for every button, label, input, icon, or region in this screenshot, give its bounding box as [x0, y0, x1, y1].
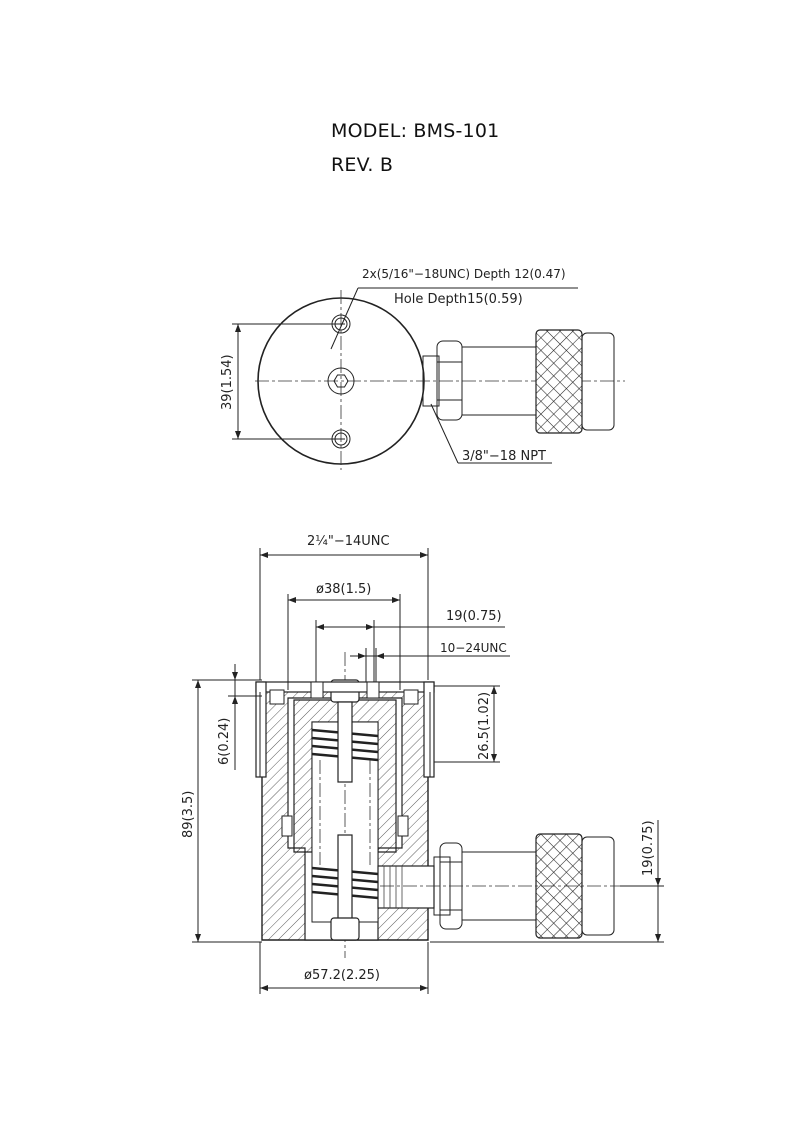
knurled-coupler: [536, 330, 582, 433]
thread-callout: 2x(5/16"−18UNC) Depth 12(0.47): [362, 267, 566, 281]
hole-depth-callout: Hole Depth15(0.59): [394, 292, 523, 307]
npt-callout: 3/8"−18 NPT: [462, 449, 546, 464]
outer-thread-label: 2¼"−14UNC: [307, 534, 390, 549]
height-dimension-label: 39(1.54): [220, 354, 235, 410]
coupler-cap: [582, 333, 614, 430]
seal-right-top: [404, 690, 418, 704]
collar-label: 6(0.24): [217, 717, 232, 765]
callout-leader: [331, 288, 358, 349]
thread-length-label: 26.5(1.02): [477, 691, 492, 760]
section-view: [181, 534, 664, 994]
hex-nut: [437, 341, 462, 420]
seal-left-bottom: [282, 816, 292, 836]
stroke-offset-label: 19(0.75): [446, 609, 502, 624]
port-height-label: 19(0.75): [641, 820, 656, 876]
revision-label: REV. B: [331, 154, 394, 176]
top-view: [220, 267, 625, 470]
bore-label: ø38(1.5): [316, 582, 372, 597]
model-title: MODEL: BMS-101: [331, 120, 500, 142]
seal-right-bottom: [398, 816, 408, 836]
total-height-label: 89(3.5): [181, 790, 196, 838]
body-diameter-label: ø57.2(2.25): [304, 968, 380, 983]
top-thread-label: 10−24UNC: [440, 641, 507, 655]
seal-left-top: [270, 690, 284, 704]
side-fitting: [423, 330, 614, 433]
